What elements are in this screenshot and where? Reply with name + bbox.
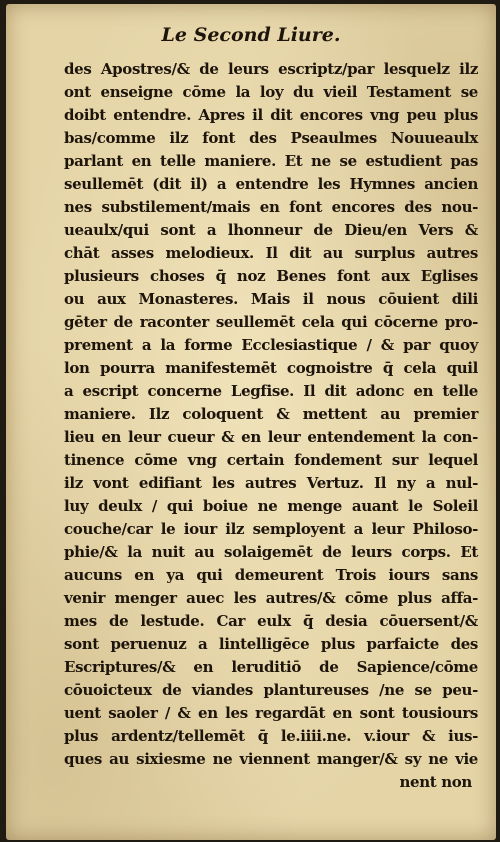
text-line: nes substilement/mais en font encores des nou- (64, 198, 478, 216)
text-line: ou aux Monasteres. Mais il nous cōuient dili (64, 290, 478, 308)
text-line: lon pourra manifestemēt cognoistre q̄ cela quil (64, 359, 478, 377)
text-line: prement a la forme Ecclesiastique / & par quoy (64, 336, 478, 354)
text-line: couche/car le iour ilz semployent a leur Philoso- (64, 520, 478, 538)
text-line: doibt entendre. Apres il dit encores vng peu plus (64, 106, 478, 124)
text-line: des Apostres/& de leurs escriptz/par lesquelz ilz (64, 60, 478, 78)
book-page (6, 4, 496, 840)
text-line: ueaulx/qui sont a lhonneur de Dieu/en Vers & (64, 221, 478, 239)
text-line: phie/& la nuit au solaigemēt de leurs corps. Et (64, 543, 478, 561)
text-line: cōuoicteux de viandes plantureuses /ne se peu- (64, 681, 478, 699)
text-line: chāt asses melodieux. Il dit au surplus autres (64, 244, 478, 262)
text-line: sont peruenuz a lintelligēce plus parfaicte des (64, 635, 478, 653)
text-line: a escript concerne Legfise. Il dit adonc en telle (64, 382, 478, 400)
text-line: venir menger auec les autres/& cōme plus affa- (64, 589, 478, 607)
text-line: plusieurs choses q̄ noz Benes font aux Eglises (64, 267, 478, 285)
text-line: luy deulx / qui boiue ne menge auant le Soleil (64, 497, 478, 515)
text-line: aucuns en ya qui demeurent Trois iours sans (64, 566, 478, 584)
text-line: seullemēt (dit il) a entendre les Hymnes ancien (64, 175, 478, 193)
text-line: gēter de raconter seullemēt cela qui cōcerne pro- (64, 313, 478, 331)
text-line: lieu en leur cueur & en leur entendement la con- (64, 428, 478, 446)
text-line: uent saoler / & en les regardāt en sont tousiours (64, 704, 478, 722)
text-line: ilz vont edifiant les autres Vertuz. Il ny a nul- (64, 474, 478, 492)
text-line: mes de lestude. Car eulx q̄ desia cōuersent/& (64, 612, 478, 630)
running-head: Le Second Liure. (161, 24, 341, 46)
text-line: tinence cōme vng certain fondement sur lequel (64, 451, 478, 469)
text-line: ont enseigne cōme la loy du vieil Testament se (64, 83, 478, 101)
text-line: Escriptures/& en leruditiō de Sapience/cōme (64, 658, 478, 676)
text-line: parlant en telle maniere. Et ne se estudient pas (64, 152, 478, 170)
page-body-text (64, 58, 478, 794)
text-line: ques au sixiesme ne viennent manger/& sy ne vie (64, 750, 478, 768)
text-line: maniere. Ilz coloquent & mettent au premier (64, 405, 478, 423)
text-line: plus ardentz/tellemēt q̄ le.iiii.ne. v.iour & ius- (64, 727, 478, 745)
text-line: bas/comme ilz font des Pseaulmes Nouueaulx (64, 129, 478, 147)
text-line: nent non (399, 773, 472, 791)
